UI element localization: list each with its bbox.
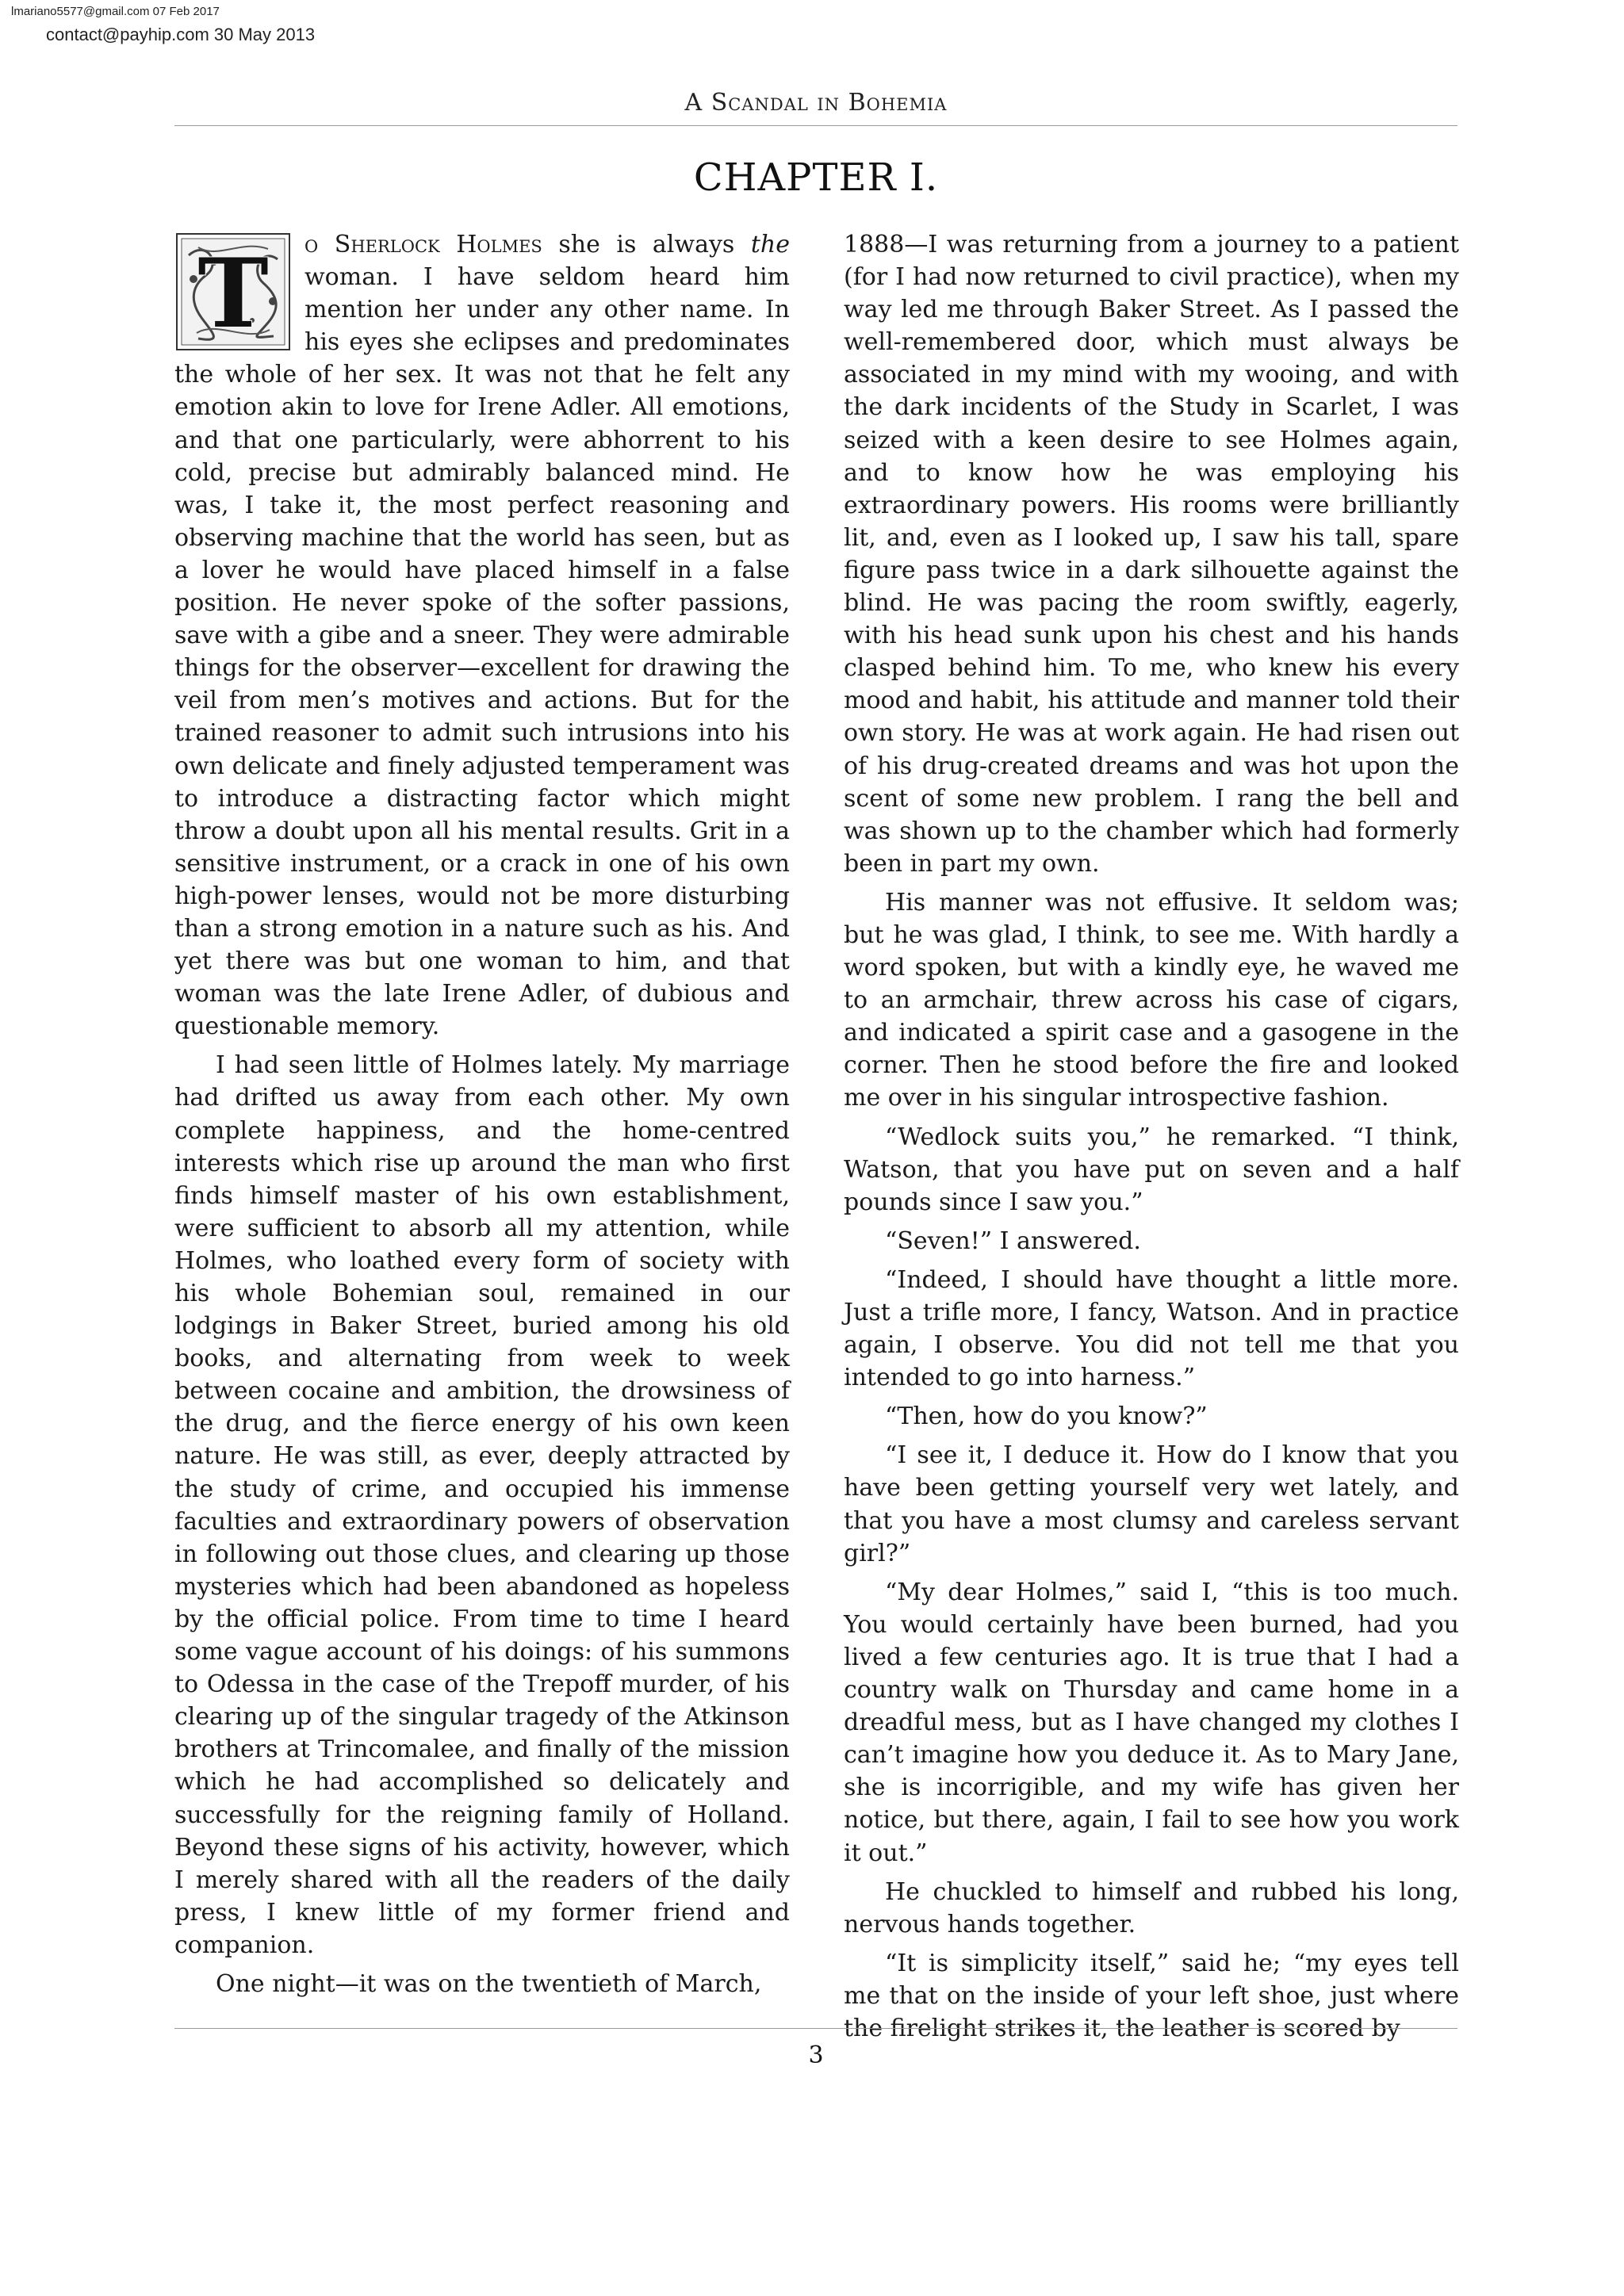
drop-cap-letter: T <box>197 238 269 350</box>
left-column <box>174 228 790 2007</box>
running-head: A Scandal in Bohemia <box>684 89 948 117</box>
emphasis: the <box>750 231 790 258</box>
chapter-title: CHAPTER I. <box>693 155 939 200</box>
footer-rule <box>174 2028 1457 2029</box>
right-column <box>844 228 1459 2051</box>
paragraph <box>174 228 790 1043</box>
paragraph: One night—it was on the twentieth of March, <box>216 1969 762 1998</box>
paragraph: 1888—I was returning from a journey to a patient (for I had now returned to civil practice), when my way led me through Baker Street. As I passed the well-remembered door, which must always be associated in my mind with my wooing, and with the dark incidents of the Study in Scarlet, I was seized with a keen desire to see Holmes again, and to know how he was employing his extraordinary powers. His rooms were brilliantly lit, and, even as I looked up, I saw his tall, spare figure pass twice in a dark silhouette against the blind. He was pacing the room swiftly, eagerly, with his head sunk upon his chest and his hands clasped behind him. To me, who knew his every mood and habit, his attitude and manner told their own story. He was at work again. He had risen out of his drug-created dreams and was hot upon the scent of some new problem. I rang the bell and was shown up to the chamber which had formerly been in part my own. <box>844 231 1459 878</box>
paragraph: I had seen little of Holmes lately. My marriage had drifted us away from each other. My own complete happiness, and the home-centred interests which rise up around the man who first finds himself master of his own establishment, were sufficient to absorb all my attention, while Holmes, who loathed every form of society with his whole Bohemian soul, remained in our lodgings in Baker Street, buried among his old books, and alternating from week to week between cocaine and ambition, the drowsiness of the drug, and the fierce energy of his own keen nature. He was still, as ever, deeply attracted by the study of crime, and occupied his immense faculties and extraordinary powers of observation in following out those clues, and clearing up those mysteries which had been abandoned as hopeless by the official police. From time to time I heard some vague account of his doings: of his summons to Odessa in the case of the Trepoff murder, of his clearing up of the singular tragedy of the Atkinson brothers at Trincomalee, and finally of the mission which he had accomplished so delicately and successfully for the reigning family of Holland. Beyond these signs of his activity, however, which I merely shared with all the readers of the daily press, I knew little of my former friend and companion. <box>174 1051 790 1959</box>
paragraph: “My dear Holmes,” said I, “this is too much. You would certainly have been burned, had you lived a few centuries ago. It is true that I had a country walk on Thursday and came home in a dreadful mess, but as I have changed my clothes I can’t imagine how you deduce it. As to Mary Jane, she is incorrigible, and my wife has given her notice, but there, again, I fail to see how you work it out.” <box>844 1578 1459 1867</box>
watermark-contact: contact@payhip.com 30 May 2013 <box>46 25 316 44</box>
ornamental-drop-cap-icon <box>174 232 292 352</box>
paragraph: “It is simplicity itself,” said he; “my eyes tell me that on the inside of your left shoe, just where the firelight strikes it, the leather is scored by <box>844 1949 1459 2042</box>
page-number: 3 <box>808 2042 824 2069</box>
paragraph: “Seven!” I answered. <box>885 1226 1141 1255</box>
paragraph: “I see it, I deduce it. How do I know that you have been getting yourself very wet lately, and that you have a most clumsy and careless servant girl?” <box>844 1441 1459 1567</box>
lead-name: Sherlock Holmes <box>334 231 542 258</box>
watermark-email: lmariano5577@gmail.com 07 Feb 2017 <box>11 5 220 18</box>
lead-rest: o <box>304 231 319 258</box>
paragraph: He chuckled to himself and rubbed his long, nervous hands together. <box>844 1877 1459 1938</box>
paragraph: His manner was not effusive. It seldom was; but he was glad, I think, to see me. With hardly a word spoken, but with a kindly eye, he waved me to an armchair, threw across his case of cigars, and indicated a spirit case and a gasogene in the corner. Then he stood before the fire and looked me over in his singular introspective fashion. <box>844 888 1459 1112</box>
paragraph: “Wedlock suits you,” he remarked. “I think, Watson, that you have put on seven and a half pounds since I saw you.” <box>844 1123 1459 1216</box>
paragraph: “Indeed, I should have thought a little more. Just a trifle more, I fancy, Watson. And in practice again, I observe. You did not tell me that you intended to go into harness.” <box>844 1265 1459 1392</box>
text-run: she is always <box>542 231 751 258</box>
header-rule <box>174 125 1457 126</box>
text-run: woman. I have seldom heard him mention her under any other name. In his eyes she eclipses and predominates the whole of her sex. It was not that he felt any emotion akin to love for Irene Adler. All emotions, and that one particularly, were abhorrent to his cold, precise but admirably balanced mind. He was, I take it, the most perfect reasoning and observing machine that the world has seen, but as a lover he would have placed himself in a false position. He never spoke of the softer passions, save with a gibe and a sneer. They were admirable things for the observer—excellent for drawing the veil from men’s motives and actions. But for the trained reasoner to admit such intrusions into his own delicate and finely adjusted temperament was to introduce a distracting factor which might throw a doubt upon all his mental results. Grit in a sensitive instrument, or a crack in one of his own high-power lenses, would not be more disturbing than a strong emotion in a nature such as his. And yet there was but one woman to him, and that woman was the late Irene Adler, of dubious and questionable memory. <box>174 263 790 1041</box>
paragraph: “Then, how do you know?” <box>885 1402 1208 1431</box>
